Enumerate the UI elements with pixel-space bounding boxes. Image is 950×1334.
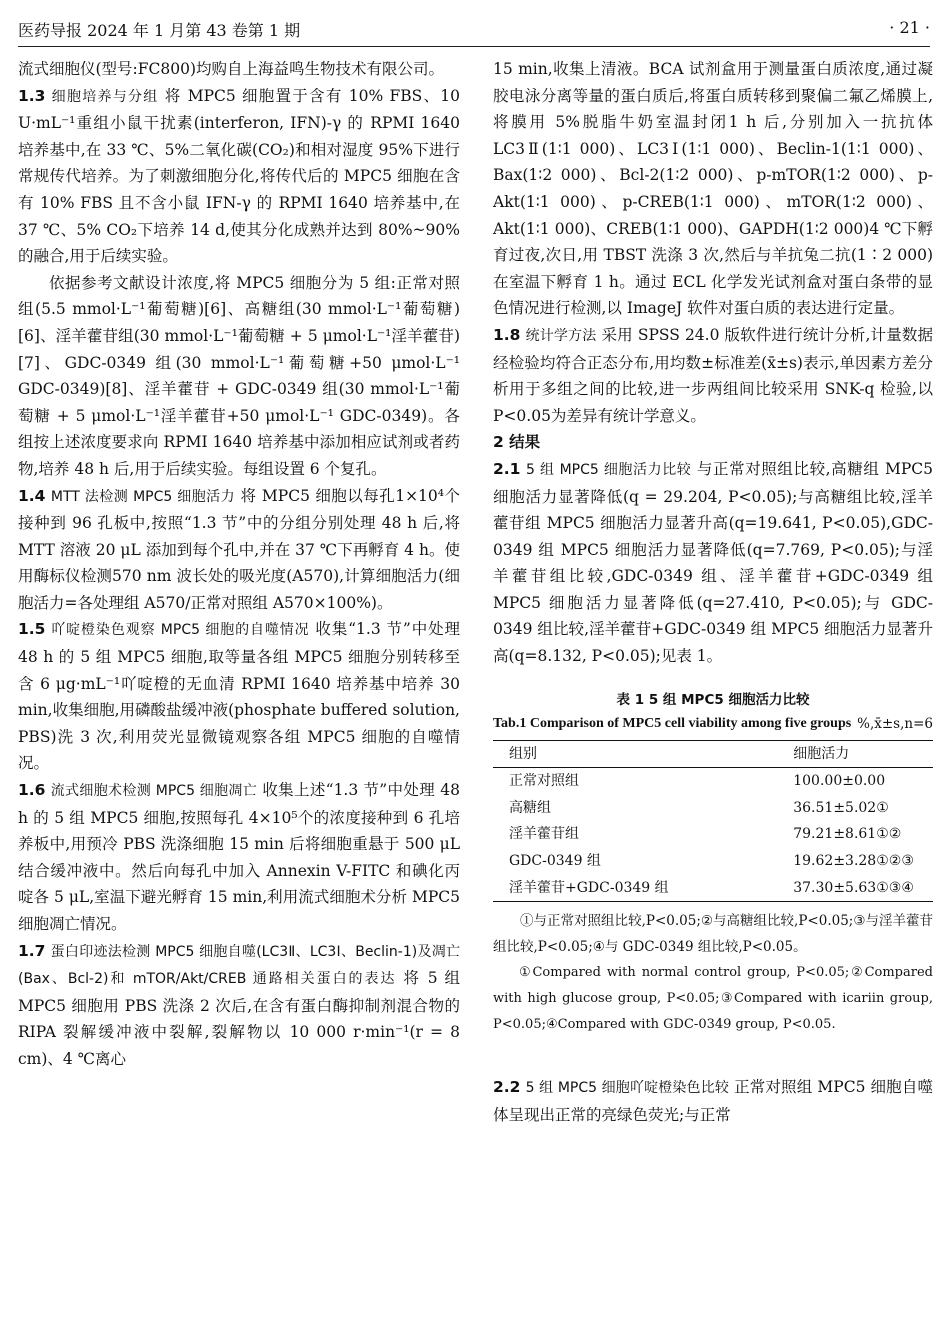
table-row	[493, 848, 933, 875]
section-number: 2.2	[493, 1078, 521, 1097]
section-text: 与正常对照组比较,高糖组 MPC5 细胞活力显著降低(q = 29.204, P<0.05);与高糖组比较,淫羊藿苷组 MPC5 细胞活力显著升高(q=19.641, P<0.05),GDC-0349 组 MPC5 细胞活力显著降低(q=7.769, P<0.05);与淫羊藿苷组比较,GDC-0349 组、淫羊藿苷+GDC-0349 组 MPC5 细胞活力显著降低(q=27.410, P<0.05);与 GDC-0349 组比较,淫羊藿苷+GDC-0349 组 MPC5 细胞活力显著升高(q=8.132, P<0.05);见表 1。	[493, 459, 933, 666]
section-1-7	[18, 938, 460, 1073]
section-number: 1.4	[18, 486, 46, 505]
section-title: 统计学方法	[525, 327, 597, 344]
right-column	[493, 56, 933, 1128]
cell-group: 高糖组	[509, 799, 551, 816]
section-text: 收集“1.3 节”中处理 48 h 的 5 组 MPC5 细胞,取等量各组 MPC5 细胞分别转移至含 6 μg·mL⁻¹吖啶橙的无血清 RPMI 1640 培养基中培养 30 min,收集细胞,用磷酸盐缓冲液(phosphate buffered solution, PBS)洗 3 次,利用荧光显微镜观察各组 MPC5 细胞的自噬情况。	[18, 620, 460, 773]
section-text: 采用 SPSS 24.0 版软件进行统计分析,计量数据经检验均符合正态分布,用均数±标准差(x̄±s)表示,单因素方差分析用于多组之间的比较,进一步两组间比较采用 SNK-q 检验,以 P<0.05为差异有统计学意义。	[493, 325, 934, 425]
table-row	[493, 795, 933, 822]
section-2-1	[493, 456, 933, 670]
cell-value: 100.00±0.00	[793, 773, 886, 790]
table-title: 表 1 5 组 MPC5 细胞活力比较	[616, 691, 810, 708]
cell-value: 19.62±3.28①②③	[793, 853, 914, 870]
section-title: 5 组 MPC5 细胞活力比较	[526, 461, 692, 478]
section-2-2	[493, 1074, 933, 1128]
section-1-5	[18, 616, 460, 777]
section-text: 正常对照组 MPC5 细胞自噬体呈现出正常的亮绿色荧光;与正常	[493, 1078, 933, 1124]
cell-group: 淫羊藿苷+GDC-0349 组	[493, 875, 683, 902]
page-number: · 21 ·	[889, 18, 930, 37]
cell-group: 淫羊藿苷组	[509, 826, 579, 843]
cell-group: 正常对照组	[509, 773, 579, 790]
results-heading: 2 结果	[493, 433, 541, 452]
paragraph: 15 min,收集上清液。BCA 试剂盒用于测量蛋白质浓度,通过凝胶电泳分离等量的蛋白质后,将蛋白质转移到聚偏二氟乙烯膜上,将膜用 5%脱脂牛奶室温封闭1 h 后,分别加入一抗抗体 LC3Ⅱ(1∶1 000)、LC3Ⅰ(1∶1 000)、Beclin-1(1∶1 000)、Bax(1∶2 000)、Bcl-2(1∶2 000)、p-mTOR(1∶2 000)、p-Akt(1∶1 000)、p-CREB(1∶1 000)、mTOR(1∶2 000)、Akt(1∶1 000)、CREB(1∶1 000)、GAPDH(1∶2 000)4 ℃下孵育过夜,次日,用 TBST 洗涤 3 次,然后与羊抗兔二抗(1∶2 000)在室温下孵育 1 h。通过 ECL 化学发光试剂盒对蛋白条带的显色情况进行检测,以 ImageJ 软件对蛋白质的表达进行定量。	[493, 60, 933, 318]
section-title: 流式细胞术检测 MPC5 细胞凋亡	[50, 783, 258, 800]
section-1-3	[18, 83, 460, 270]
section-number: 1.8	[493, 325, 521, 344]
column-header-viability: 细胞活力	[683, 740, 933, 768]
section-1-4	[18, 483, 460, 617]
table-row	[493, 821, 933, 848]
table-header-row	[493, 740, 933, 768]
section-number: 1.7	[18, 941, 46, 960]
cell-group: GDC-0349 组	[509, 853, 601, 870]
section-number: 1.3	[18, 86, 46, 105]
running-header	[18, 12, 930, 47]
viability-table	[493, 740, 933, 903]
section-title: MTT 法检测 MPC5 细胞活力	[50, 488, 236, 505]
cell-value: 36.51±5.02①	[793, 799, 889, 816]
column-header-group: 组别	[493, 740, 683, 768]
spacer	[493, 1038, 933, 1074]
table-footnote-en: ①Compared with normal control group, P<0.05;②Compared with high glucose group, P<0.05;③Compared with icariin group, P<0.05;④Compared with GDC-0349 group, P<0.05.	[493, 965, 933, 1033]
table-row	[493, 875, 933, 902]
section-text: 将 MPC5 细胞置于含有 10% FBS、10 U·mL⁻¹重组小鼠干扰素(interferon, IFN)-γ 的 RPMI 1640 培养基中,在 33 ℃、5%二氧化碳(CO₂)和相对湿度 95%下进行常规传代培养。为了刺激细胞分化,将传代后的 MPC5 细胞在含有 10% FBS 且不含小鼠 IFN-γ 的 RPMI 1640 培养基中,在 37 ℃、5% CO₂下培养 14 d,使其分化成熟并达到 80%~90%的融合,用于后续实验。	[18, 86, 460, 266]
section-1-8	[493, 322, 933, 429]
journal-title: 医药导报 2024 年 1 月第 43 卷第 1 期	[18, 21, 301, 40]
section-1-6	[18, 777, 460, 938]
section-number: 1.6	[18, 781, 46, 800]
section-title: 细胞培养与分组	[51, 88, 159, 105]
section-number: 1.5	[18, 620, 46, 639]
section-title: 5 组 MPC5 细胞吖啶橙染色比较	[525, 1080, 729, 1097]
table-row	[493, 768, 933, 795]
cell-value: 79.21±8.61①②	[793, 826, 902, 843]
paragraph: 流式细胞仪(型号:FC800)均购自上海益鸣生物技术有限公司。	[18, 60, 445, 78]
table-meta: %,x̄±s,n=6	[857, 715, 933, 732]
section-text: 将 MPC5 细胞以每孔1×10⁴个接种到 96 孔板中,按照“1.3 节”中的分组分别处理 48 h 后,将 MTT 溶液 20 μL 添加到每个孔中,并在 37 ℃下再孵育 4 h。使用酶标仪检测570 nm 波长处的吸光度(A570),计算细胞活力(细胞活力=各处理组 A570/正常对照组 A570×100%)。	[18, 486, 460, 612]
paragraph-grouping: 依据参考文献设计浓度,将 MPC5 细胞分为 5 组:正常对照组(5.5 mmol·L⁻¹葡萄糖)[6]、高糖组(30 mmol·L⁻¹葡萄糖)[6]、淫羊藿苷组(30 mmol·L⁻¹葡萄糖 + 5 μmol·L⁻¹淫羊藿苷)[7]、GDC-0349 组(30 mmol·L⁻¹葡萄糖+50 μmol·L⁻¹ GDC-0349)[8]、淫羊藿苷 + GDC-0349 组(30 mmol·L⁻¹葡萄糖 + 5 μmol·L⁻¹淫羊藿苷+50 μmol·L⁻¹ GDC-0349)。各组按上述浓度要求向 RPMI 1640 培养基中添加相应试剂或者药物,培养 48 h 后,用于后续实验。每组设置 6 个复孔。	[18, 273, 460, 478]
section-title: 吖啶橙染色观察 MPC5 细胞的自噬情况	[51, 622, 310, 639]
left-column	[18, 56, 460, 1073]
cell-value: 37.30±5.63①③④	[683, 875, 933, 902]
section-text: 收集上述“1.3 节”中处理 48 h 的 5 组 MPC5 细胞,按照每孔 4×10⁵个的浓度接种到 6 孔培养板中,用预冷 PBS 洗涤细胞 15 min 后将细胞重悬于 500 μL 结合缓冲液中。然后向每孔中加入 Annexin V-FITC 和碘化丙啶各 5 μL,室温下避光孵育 15 min,利用流式细胞术分析 MPC5 细胞凋亡情况。	[18, 781, 461, 933]
section-number: 2.1	[493, 459, 521, 478]
section-title: 蛋白印迹法检测 MPC5 细胞自噬(LC3Ⅱ、LC3Ⅰ、Beclin-1)及凋亡(Bax、Bcl-2)和 mTOR/Akt/CREB 通路相关蛋白的表达	[18, 943, 460, 988]
table-footnote-cn: ①与正常对照组比较,P<0.05;②与高糖组比较,P<0.05;③与淫羊藿苷组比较,P<0.05;④与 GDC-0349 组比较,P<0.05。	[493, 913, 933, 956]
section-text: 将 5 组 MPC5 细胞用 PBS 洗涤 2 次后,在含有蛋白酶抑制剂混合物的 RIPA 裂解缓冲液中裂解,裂解物以 10 000 r·min⁻¹(r = 8 cm)、4 ℃离心	[18, 969, 460, 1068]
table-title-en: Tab.1 Comparison of MPC5 cell viability among five groups	[493, 715, 852, 731]
